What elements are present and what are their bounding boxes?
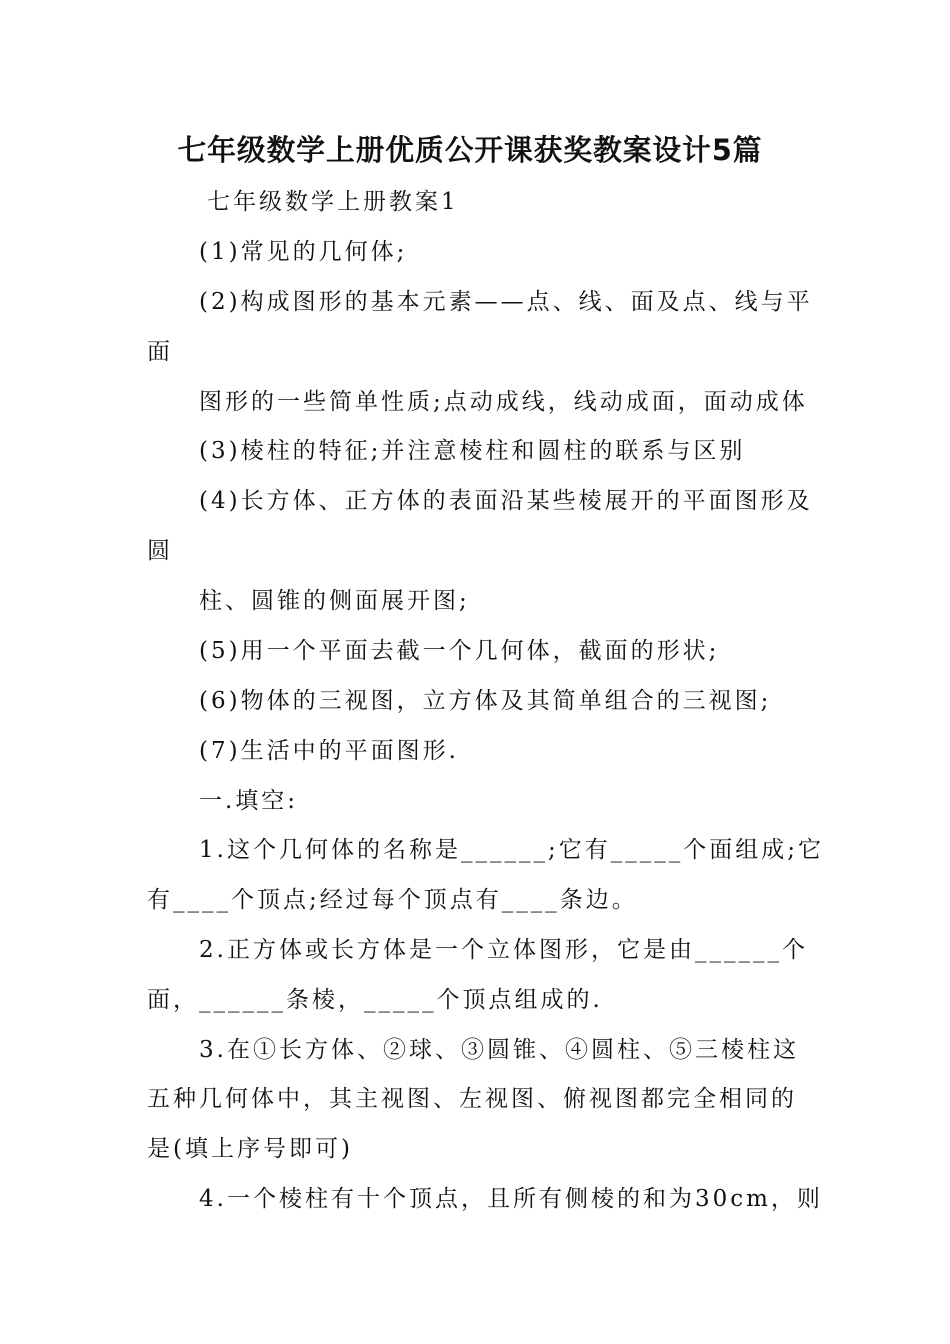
paragraph-line: (4)长方体、正方体的表面沿某些棱展开的平面图形及 <box>199 488 813 514</box>
paragraph-line: (3)棱柱的特征;并注意棱柱和圆柱的联系与区别 <box>199 438 746 464</box>
paragraph-line: 柱、圆锥的侧面展开图; <box>199 588 470 614</box>
section-heading: 七年级数学上册教案1 <box>207 189 459 215</box>
paragraph-line: 面 <box>147 339 173 365</box>
paragraph-line: (6)物体的三视图，立方体及其简单组合的三视图; <box>199 688 772 714</box>
paragraph-line: (7)生活中的平面图形. <box>199 738 459 764</box>
question-line: 3.在①长方体、②球、③圆锥、④圆柱、⑤三棱柱这 <box>199 1037 799 1063</box>
paragraph-line: (2)构成图形的基本元素——点、线、面及点、线与平 <box>199 289 813 315</box>
question-line: 1.这个几何体的名称是______;它有_____个面组成;它 <box>199 837 824 863</box>
question-line: 有____个顶点;经过每个顶点有____条边。 <box>147 887 638 913</box>
section-heading: 一.填空: <box>199 788 299 814</box>
question-line: 五种几何体中，其主视图、左视图、俯视图都完全相同的 <box>147 1086 797 1112</box>
question-line: 4.一个棱柱有十个顶点，且所有侧棱的和为30cm，则 <box>199 1186 823 1212</box>
paragraph-line: 圆 <box>147 538 173 564</box>
question-line: 2.正方体或长方体是一个立体图形，它是由______个 <box>199 937 808 963</box>
document-title: 七年级数学上册优质公开课获奖教案设计5篇 <box>177 133 763 167</box>
question-line: 面，______条棱，_____个顶点组成的. <box>147 987 603 1013</box>
paragraph-line: (1)常见的几何体; <box>199 239 408 265</box>
question-line: 是(填上序号即可) <box>147 1136 353 1162</box>
paragraph-line: 图形的一些简单性质;点动成线，线动成面，面动成体 <box>199 389 808 415</box>
paragraph-line: (5)用一个平面去截一个几何体，截面的形状; <box>199 638 720 664</box>
